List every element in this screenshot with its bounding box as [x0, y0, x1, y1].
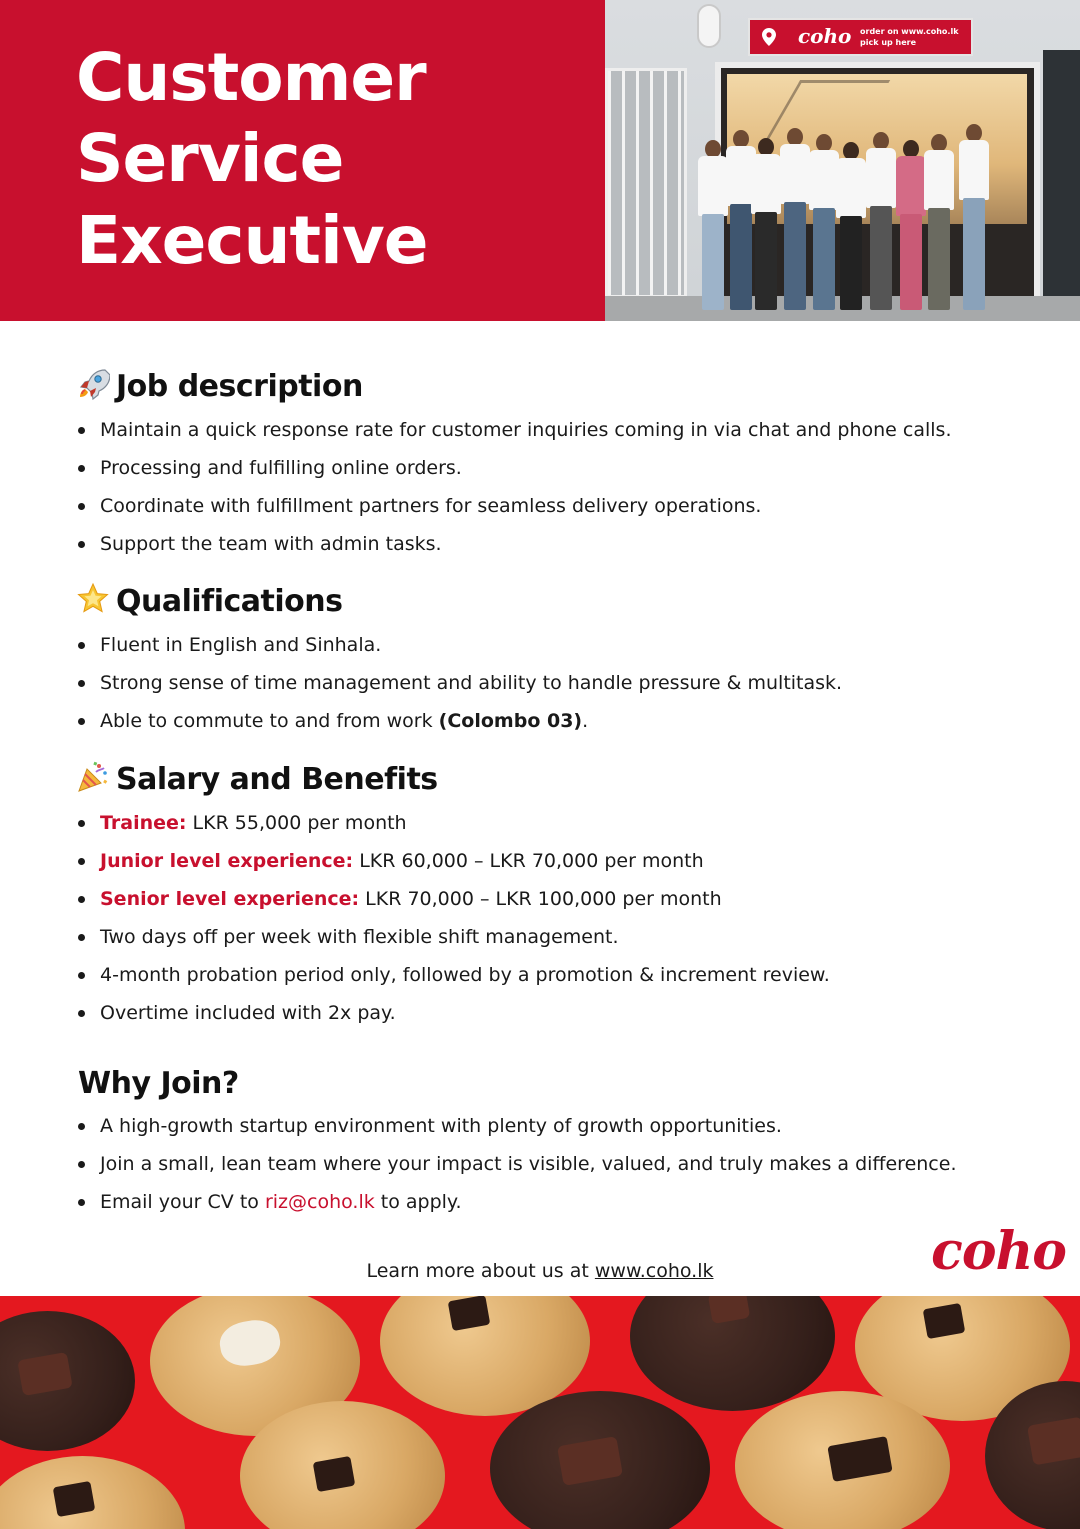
salary-title: Salary and Benefits: [116, 762, 438, 797]
team-member: [921, 134, 957, 310]
team-member: [953, 124, 995, 310]
list-item-commute: Able to commute to and from work (Colombo 03).: [78, 706, 842, 744]
salary-heading: [76, 760, 438, 800]
email-link[interactable]: riz@coho.lk: [264, 1191, 375, 1213]
job-title-line-3: Executive: [76, 202, 428, 279]
salary-level-item: [78, 884, 830, 922]
work-location: (Colombo 03): [438, 710, 583, 732]
list-item: Maintain a quick response rate for customer inquiries coming in via chat and phone calls.: [78, 415, 951, 453]
learn-more-text: Learn more about us at www.coho.lk: [366, 1260, 714, 1282]
sign-text: order on www.coho.lk pick up here: [860, 27, 959, 47]
title-block: [0, 0, 605, 321]
star-icon: [76, 582, 110, 616]
wall-lamp: [697, 4, 721, 48]
list-item: Fluent in English and Sinhala.: [78, 630, 842, 668]
store-sign: [748, 18, 973, 56]
party-popper-icon: [76, 760, 110, 794]
cookie: [0, 1456, 185, 1529]
sign-logo: coho: [798, 24, 852, 48]
list-item: Strong sense of time management and ability to handle pressure & multitask.: [78, 668, 842, 706]
cookies-banner-image: [0, 1296, 1080, 1529]
qualifications-title: Qualifications: [116, 584, 343, 619]
cookie: [490, 1391, 710, 1529]
list-item-apply: Email your CV to riz@coho.lk to apply.: [78, 1187, 956, 1225]
list-item: Support the team with admin tasks.: [78, 529, 951, 567]
cookie: [0, 1311, 135, 1451]
salary-level-item: [78, 846, 830, 884]
job-description-title: Job description: [116, 369, 363, 404]
coho-logo: coho: [931, 1221, 1066, 1282]
website-link[interactable]: www.coho.lk: [594, 1260, 714, 1282]
salary-level-label: Senior level experience:: [100, 888, 360, 910]
job-title-line-1: Customer: [76, 39, 426, 116]
list-item: 4-month probation period only, followed by a promotion & increment review.: [78, 960, 830, 998]
header: [0, 0, 1080, 321]
team-photo: [605, 0, 1080, 321]
job-description-heading: [76, 367, 363, 407]
list-item: A high-growth startup environment with plenty of growth opportunities.: [78, 1111, 956, 1149]
salary-level-label: Trainee:: [100, 812, 187, 834]
qualifications-list: [78, 630, 842, 744]
location-pin-icon: [762, 28, 776, 46]
salary-level-label: Junior level experience:: [100, 850, 354, 872]
cookie: [735, 1391, 950, 1529]
job-description-list: [78, 415, 951, 567]
team-group: [693, 120, 1023, 310]
qualifications-heading: [76, 582, 342, 622]
list-item: Join a small, lean team where your impact is visible, valued, and truly makes a difference.: [78, 1149, 956, 1187]
salary-level-item: [78, 808, 830, 846]
salary-level-value: LKR 55,000 per month: [186, 812, 407, 834]
cookie: [630, 1296, 835, 1411]
parked-car: [1043, 50, 1080, 300]
salary-level-value: LKR 60,000 – LKR 70,000 per month: [353, 850, 704, 872]
why-join-list: [78, 1111, 956, 1225]
list-item: Two days off per week with flexible shift management.: [78, 922, 830, 960]
security-gate: [605, 68, 687, 298]
salary-level-value: LKR 70,000 – LKR 100,000 per month: [359, 888, 722, 910]
list-item: Coordinate with fulfillment partners for seamless delivery operations.: [78, 491, 951, 529]
salary-list: [78, 808, 830, 1036]
list-item: Processing and fulfilling online orders.: [78, 453, 951, 491]
rocket-icon: [76, 367, 110, 401]
list-item: Overtime included with 2x pay.: [78, 998, 830, 1036]
job-title-line-2: Service: [76, 120, 344, 197]
why-join-heading: Why Join?: [78, 1066, 239, 1101]
